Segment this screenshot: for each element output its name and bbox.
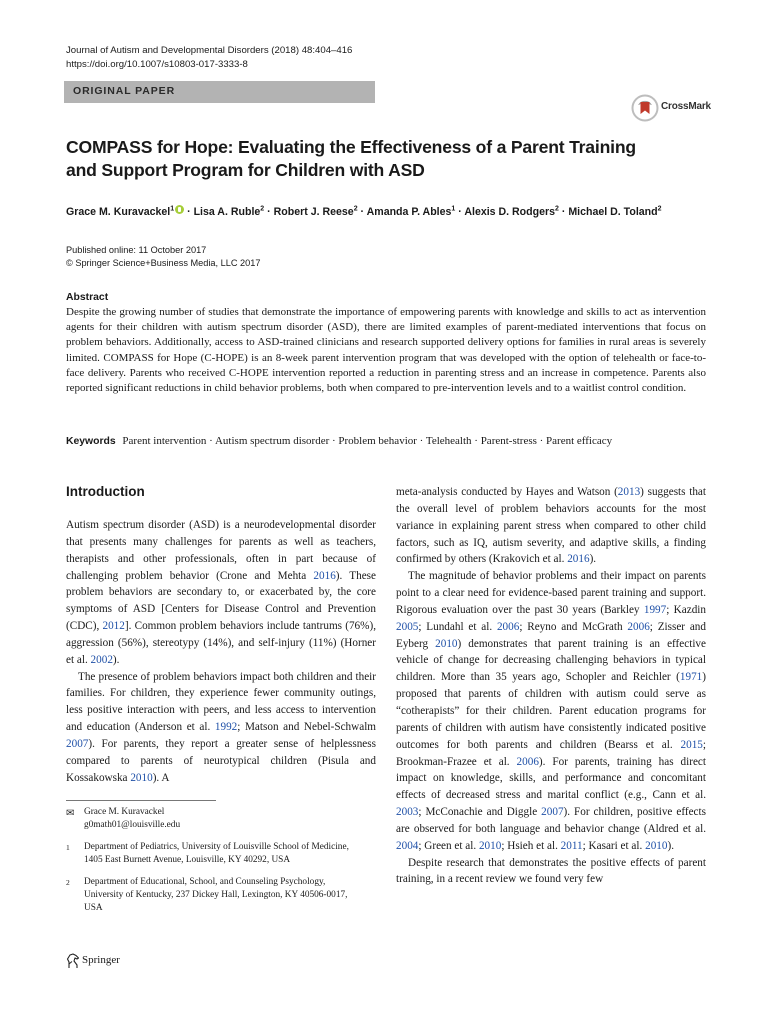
footnotes	[66, 806, 366, 924]
author-separator: ·	[184, 206, 194, 218]
author-separator: ·	[558, 206, 569, 218]
abstract-heading: Abstract	[66, 292, 109, 303]
published-date: Published online: 11 October 2017	[66, 245, 207, 255]
citation-link[interactable]: 2010	[130, 771, 153, 784]
author-name[interactable]: Michael D. Toland	[568, 206, 658, 218]
author-affiliation-mark: 2	[353, 205, 358, 213]
crossmark-icon	[631, 94, 659, 122]
affiliation-note	[66, 876, 366, 915]
footnote-divider	[66, 800, 216, 801]
author-name[interactable]: Grace M. Kuravackel	[66, 206, 171, 218]
citation-link[interactable]: 2006	[496, 620, 520, 633]
journal-header	[66, 44, 352, 72]
citation-link[interactable]: 2006	[516, 755, 539, 768]
affiliation-number: 1	[66, 843, 70, 852]
orcid-icon[interactable]	[175, 205, 184, 214]
contact-name: Grace M. Kuravackel	[84, 807, 165, 817]
author-name[interactable]: Robert J. Reese	[273, 206, 354, 218]
citation-link[interactable]: 1992	[214, 721, 238, 734]
citation-link[interactable]: 2003	[396, 806, 419, 819]
author-affiliation-mark: 2	[555, 205, 559, 213]
citation-link[interactable]: 2012	[102, 620, 125, 633]
author-name[interactable]: Amanda P. Ables	[366, 206, 452, 218]
author-separator: ·	[455, 206, 465, 218]
keywords-line	[66, 435, 716, 447]
citation-link[interactable]: 2010	[478, 839, 502, 852]
copyright-line: © Springer Science+Business Media, LLC 2017	[66, 258, 261, 269]
citation-link[interactable]: 2005	[396, 620, 419, 633]
citation-link[interactable]: 1997	[643, 603, 667, 616]
citation-link[interactable]: 2011	[560, 839, 583, 852]
citation-link[interactable]: 2013	[617, 486, 641, 498]
citation-link[interactable]: 2010	[435, 637, 458, 650]
author-list	[66, 205, 726, 218]
citation-link[interactable]: 1971	[679, 671, 703, 684]
affiliation-note	[66, 841, 366, 867]
citation-link[interactable]: 2016	[313, 569, 336, 582]
author-affiliation-mark: 2	[260, 205, 265, 213]
paragraph: meta-analysis conducted by Hayes and Watson (2013) suggests that the overall level of problem behaviors accounts for the most variance in explaining parent stress when compared to other child factors, such as IQ, autism severity, and adaptive skills, a finding confirmed by others (Krakovich et al. 2016).	[396, 486, 706, 566]
article-type-bar	[64, 81, 375, 103]
affiliation-text: Department of Educational, School, and Counseling Psychology, University of Kentucky, 237 Dickey Hall, Lexington, KY 40506-0017, USA	[84, 877, 348, 913]
contact-email[interactable]: g0math01@louisville.edu	[84, 820, 181, 830]
publication-info	[66, 244, 260, 270]
citation-link[interactable]: 2015	[680, 738, 703, 751]
citation-link[interactable]: 2004	[396, 839, 419, 852]
citation-link[interactable]: 2016	[567, 553, 590, 566]
body-column-right	[396, 484, 706, 888]
article-title: COMPASS for Hope: Evaluating the Effectiveness of a Parent Training and Support Program for Children with ASD	[66, 137, 636, 180]
author-name[interactable]: Alexis D. Rodgers	[464, 206, 556, 218]
citation-link[interactable]: 2002	[90, 653, 113, 666]
citation-link[interactable]: 2007	[541, 806, 564, 819]
keywords-text: Parent intervention · Autism spectrum disorder · Problem behavior · Telehealth · Parent-stress · Parent efficacy	[122, 435, 613, 447]
citation-link[interactable]: 2007	[66, 737, 89, 750]
paragraph: Autism spectrum disorder (ASD) is a neurodevelopmental disorder that presents many challenges for parents as well as teachers, therapists and other professionals, often in part because of challenging problem behavior (Crone and Mehta 2016). These problem behaviors are secondary to, or exacerbated by, the core symptoms of ASD [Centers for Disease Control and Prevention (CDC), 2012]. Common problem behaviors include tantrums (76%), aggression (56%), stereotypy (14%), and self-injury (11%) (Horner et al. 2002).	[66, 519, 376, 666]
corresponding-author-note	[66, 806, 366, 832]
author-separator: ·	[264, 206, 274, 218]
citation-link[interactable]: 2010	[645, 839, 668, 852]
body-column-left	[66, 517, 376, 787]
paragraph: The magnitude of behavior problems and their impact on parents point to a clear need for evidence-based parent training and support. Rigorous evaluation over the past 30 years (Barkley 1997; Kazdin 2005; Lundahl et al. 2006; Reyno and McGrath 2006; Zisser and Eyberg 2010) demonstrates that parent training is an effective vehicle of change for decreasing challenging behaviors in typical children. More than 35 years ago, Schopler and Reichler (1971) proposed that parents of children with autism could serve as “cotherapists” for their children. Parent education programs for parents of children with autism have consistently indicated positive outcomes for both parents and children (Bearss et al. 2015; Brookman-Frazee et al. 2006). For parents, training has direct impact on knowledge, skills, and performance and concomitant effects of decreased stress and marital conflict (e.g., Cann et al. 2003; McConachie and Diggle 2007). For children, positive effects are observed for both language and behavior change (Aldred et al. 2004; Green et al. 2010; Hsieh et al. 2011; Kasari et al. 2010).	[396, 570, 706, 852]
doi-link[interactable]: https://doi.org/10.1007/s10803-017-3333-8	[66, 59, 248, 70]
publisher-name: Springer	[82, 954, 120, 966]
crossmark-badge[interactable]	[631, 94, 735, 122]
keywords-heading: Keywords	[66, 436, 116, 447]
author-affiliation-mark: 1	[170, 205, 175, 213]
author-separator: ·	[357, 206, 367, 218]
abstract-section	[66, 292, 706, 396]
citation-link[interactable]: 2006	[627, 620, 650, 633]
article-type-label: ORIGINAL PAPER	[73, 85, 176, 97]
introduction-heading: Introduction	[66, 484, 145, 499]
abstract-text: Despite the growing number of studies that demonstrate the importance of empowering parents with knowledge and skills to act as intervention agents for their children with autism spectrum disorder (ASD), there are limited examples of parent-mediated interventions that focus on problem behaviors. Additionally, access to ASD-trained clinicians and research supported delivery options for families in rural areas is severely limited. COMPASS for Hope (C-HOPE) is an 8-week parent intervention program that was developed with the option of telehealth or face-to-face delivery. Parents who received C-HOPE intervention reported a reduction in parenting stress and an increase in competence. Parents also reported significant reductions in child behavior problems, both when compared to pre-intervention levels and to a waitlist control condition.	[66, 306, 706, 395]
affiliation-number: 2	[66, 878, 70, 887]
crossmark-label: CrossMark	[661, 101, 711, 112]
envelope-icon: ✉	[66, 808, 75, 819]
affiliation-text: Department of Pediatrics, University of Louisville School of Medicine, 1405 East Burnett Avenue, Louisville, KY 40292, USA	[84, 842, 349, 865]
paragraph: The presence of problem behaviors impact both children and their families. For children, they experience fewer community outings, less positive interaction with peers, and less access to intervention and education (Anderson et al. 1992; Matson and Nebel-Schwalm 2007). For parents, they report a greater sense of helplessness compared to parents of neurotypical children (Pisula and Kossakowska 2010). A	[66, 670, 377, 784]
author-affiliation-mark: 1	[451, 205, 456, 213]
author-affiliation-mark: 2	[657, 205, 662, 213]
journal-citation: Journal of Autism and Developmental Disorders (2018) 48:404–416	[66, 45, 353, 56]
springer-horse-icon	[66, 953, 80, 969]
paragraph: Despite research that demonstrates the positive effects of parent training, in a recent review we found very few	[396, 856, 706, 886]
author-name[interactable]: Lisa A. Ruble	[193, 206, 261, 218]
